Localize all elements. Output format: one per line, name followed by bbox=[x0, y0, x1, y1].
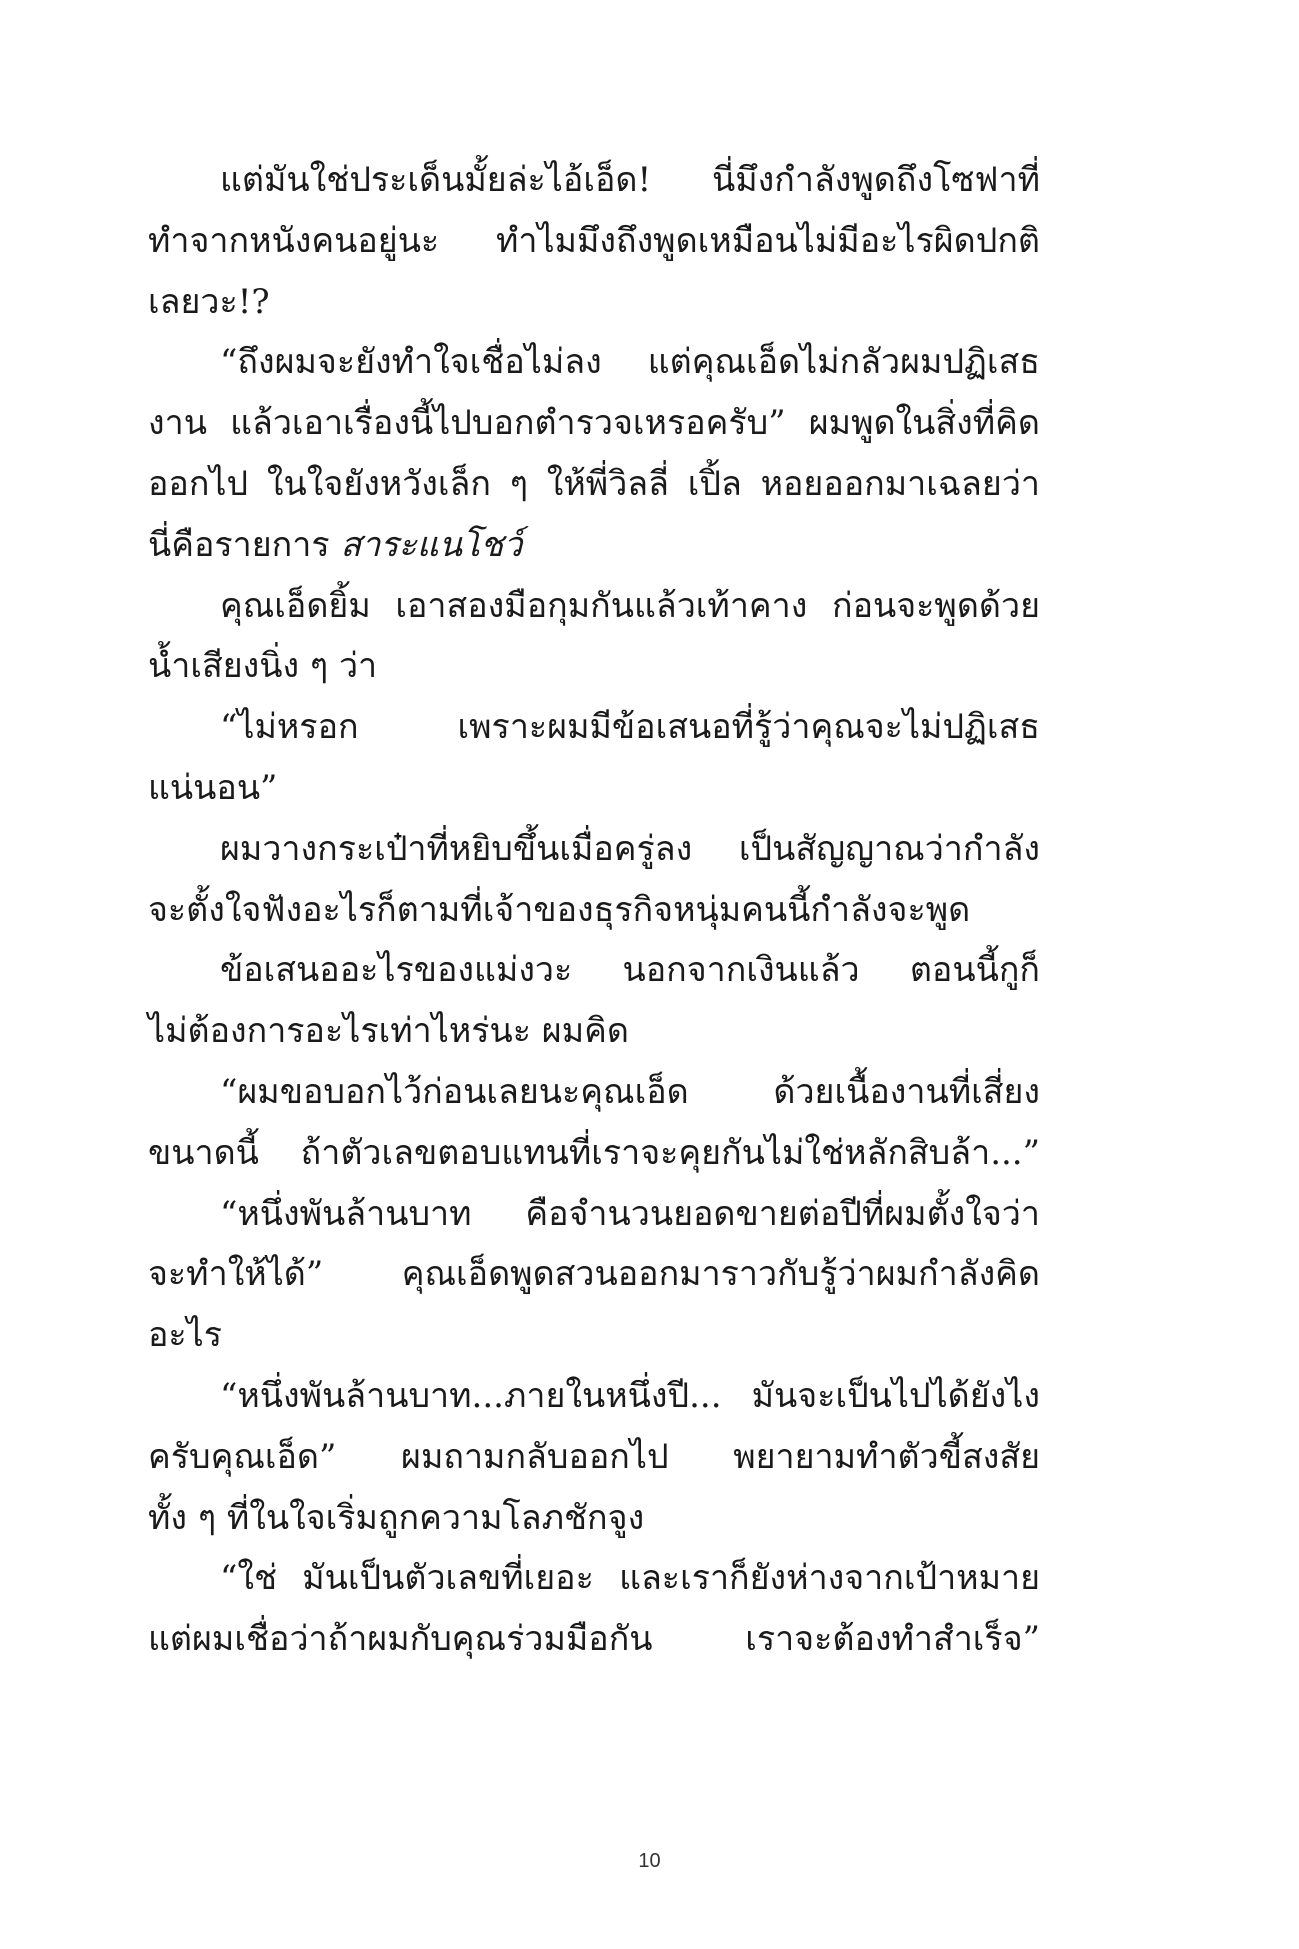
page-number: 10 bbox=[638, 1850, 661, 1872]
text-segment: นี่คือรายการ bbox=[148, 524, 330, 565]
show-title-emphasis: สาระแนโชว์ bbox=[340, 524, 523, 565]
text-line: ขนาดนี้ ถ้าตัวเลขตอบแทนที่เราจะคุยกันไม่ใช่หลักสิบล้า...” bbox=[148, 1132, 1040, 1173]
text-line: จะทำให้ได้” คุณเอ็ดพูดสวนออกมาราวกับรู้ว่าผมกำลังคิด bbox=[148, 1254, 1040, 1295]
text-line: ทำจากหนังคนอยู่นะ ทำไมมึงถึงพูดเหมือนไม่มีอะไรผิดปกติ bbox=[148, 220, 1040, 261]
text-line: ไม่ต้องการอะไรเท่าไหร่นะ ผมคิด bbox=[148, 1011, 629, 1052]
text-line: “ถึงผมจะยังทำใจเชื่อไม่ลง แต่คุณเอ็ดไม่กลัวผมปฏิเสธ bbox=[220, 342, 1040, 383]
text-line: ผมวางกระเป๋าที่หยิบขึ้นเมื่อครู่ลง เป็นสัญญาณว่ากำลัง bbox=[220, 828, 1040, 869]
text-line: ข้อเสนออะไรของแม่งวะ นอกจากเงินแล้ว ตอนนี้กูก็ bbox=[220, 950, 1040, 991]
text-line: อะไร bbox=[148, 1315, 223, 1356]
text-line: “หนึ่งพันล้านบาท คือจำนวนยอดขายต่อปีที่ผมตั้งใจว่า bbox=[220, 1193, 1040, 1234]
text-line: คุณเอ็ดยิ้ม เอาสองมือกุมกันแล้วเท้าคาง ก่อนจะพูดด้วย bbox=[220, 585, 1040, 626]
text-line: “ผมขอบอกไว้ก่อนเลยนะคุณเอ็ด ด้วยเนื้องานที่เสี่ยง bbox=[220, 1071, 1040, 1112]
text-line-with-emphasis bbox=[148, 515, 1040, 576]
text-line: ออกไป ในใจยังหวังเล็ก ๆ ให้พี่วิลลี่ เปิ้ล หอยออกมาเฉลยว่า bbox=[148, 463, 1040, 504]
text-line: ครับคุณเอ็ด” ผมถามกลับออกไป พยายามทำตัวขี้สงสัย bbox=[148, 1436, 1040, 1477]
text-line: งาน แล้วเอาเรื่องนี้ไปบอกตำรวจเหรอครับ” ผมพูดในสิ่งที่คิด bbox=[148, 403, 1040, 444]
text-line: น้ำเสียงนิ่ง ๆ ว่า bbox=[148, 646, 378, 687]
text-line: ทั้ง ๆ ที่ในใจเริ่มถูกความโลภชักจูง bbox=[148, 1497, 645, 1538]
body-text bbox=[148, 150, 1040, 1670]
text-line: “หนึ่งพันล้านบาท...ภายในหนึ่งปี... มันจะเป็นไปได้ยังไง bbox=[220, 1375, 1040, 1416]
text-line: “ใช่ มันเป็นตัวเลขที่เยอะ และเราก็ยังห่างจากเป้าหมาย bbox=[220, 1558, 1040, 1599]
text-line: แต่มันใช่ประเด็นมั้ยล่ะไอ้เอ็ด! นี่มึงกำลังพูดถึงโซฟาที่ bbox=[220, 160, 1040, 200]
text-line: เลยวะ!? bbox=[148, 281, 270, 322]
text-line: แน่นอน” bbox=[148, 767, 278, 808]
text-line: แต่ผมเชื่อว่าถ้าผมกับคุณร่วมมือกัน เราจะต้องทำสำเร็จ” bbox=[148, 1619, 1040, 1660]
text-line: “ไม่หรอก เพราะผมมีข้อเสนอที่รู้ว่าคุณจะไม่ปฏิเสธ bbox=[220, 707, 1040, 748]
text-line: จะตั้งใจฟังอะไรก็ตามที่เจ้าของธุรกิจหนุ่มคนนี้กำลังจะพูด bbox=[148, 889, 971, 930]
